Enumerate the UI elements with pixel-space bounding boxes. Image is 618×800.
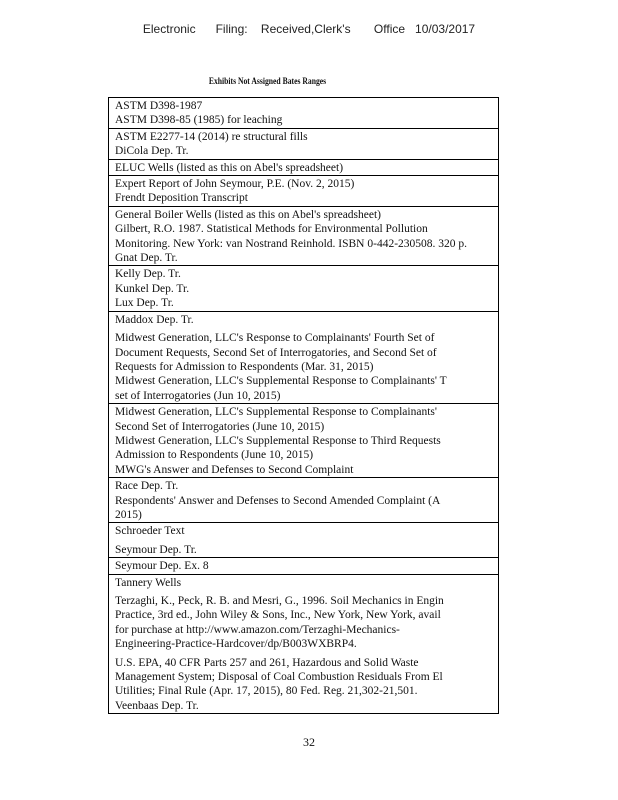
- exhibit-entry: Document Requests, Second Set of Interrogatories, and Second Set of: [115, 346, 437, 359]
- table-row: [109, 311, 498, 403]
- table-row: [109, 206, 498, 266]
- exhibit-entry: Kelly Dep. Tr.: [115, 268, 181, 281]
- exhibit-entry: Gnat Dep. Tr.: [115, 252, 178, 265]
- exhibit-entry: ASTM E2277-14 (2014) re structural fills: [115, 130, 308, 143]
- exhibit-entry: Terzaghi, K., Peck, R. B. and Mesri, G., 1996. Soil Mechanics in Engin: [115, 595, 444, 607]
- table-row: [109, 477, 498, 522]
- table-row: [109, 522, 498, 557]
- table-row: [109, 175, 498, 206]
- exhibit-entry: Kunkel Dep. Tr.: [115, 282, 190, 295]
- exhibit-entry: Race Dep. Tr.: [115, 480, 179, 493]
- exhibit-entry: Midwest Generation, LLC's Supplemental Response to Third Requests: [115, 434, 441, 447]
- exhibits-title: Exhibits Not Assigned Bates Ranges: [208, 76, 327, 86]
- filing-header: Electronic Filing: Received,Clerk's Office 10/03/2017: [142, 22, 476, 36]
- table-row: [109, 97, 498, 128]
- table-row: [109, 574, 498, 715]
- exhibit-entry: Expert Report of John Seymour, P.E. (Nov. 2, 2015): [115, 178, 355, 191]
- table-row: [109, 159, 498, 175]
- exhibit-entry: ELUC Wells (listed as this on Abel's spreadsheet): [115, 161, 344, 174]
- exhibit-entry: Frendt Deposition Transcript: [115, 192, 248, 205]
- exhibit-entry: Management System; Disposal of Coal Combustion Residuals From El: [115, 671, 443, 684]
- exhibit-entry: U.S. EPA, 40 CFR Parts 257 and 261, Hazardous and Solid Waste: [115, 656, 419, 669]
- exhibit-entry: ASTM D398-1987: [115, 100, 203, 112]
- exhibit-entry: Schroeder Text: [115, 525, 185, 538]
- table-row: [109, 403, 498, 477]
- exhibit-entry: Gilbert, R.O. 1987. Statistical Methods for Environmental Pollution: [115, 223, 428, 236]
- exhibit-entry: MWG's Answer and Defenses to Second Complaint: [115, 463, 354, 476]
- exhibit-entry: Midwest Generation, LLC's Response to Complainants' Fourth Set of: [115, 332, 435, 345]
- exhibit-entry: Maddox Dep. Tr.: [115, 313, 194, 326]
- exhibit-entry: 2015): [115, 508, 142, 521]
- exhibit-entry: Respondents' Answer and Defenses to Second Amended Complaint (A: [115, 494, 441, 507]
- page-number: 32: [303, 735, 315, 749]
- exhibit-entry: for purchase at http://www.amazon.com/Terzaghi-Mechanics-: [115, 623, 400, 636]
- exhibit-entry: Seymour Dep. Ex. 8: [115, 560, 209, 573]
- table-row: [109, 265, 498, 310]
- table-row: [109, 128, 498, 159]
- exhibit-entry: ASTM D398-85 (1985) for leaching: [115, 114, 283, 127]
- exhibit-entry: Lux Dep. Tr.: [115, 297, 174, 310]
- exhibit-entry: Seymour Dep. Tr.: [115, 543, 197, 556]
- exhibit-entry: Midwest Generation, LLC's Supplemental Response to Complainants': [115, 406, 437, 419]
- exhibit-entry: Tannery Wells: [115, 576, 182, 589]
- exhibit-entry: Engineering-Practice-Hardcover/dp/B003WXBRP4.: [115, 638, 357, 651]
- table-row: [109, 557, 498, 573]
- exhibit-entry: General Boiler Wells (listed as this on Abel's spreadsheet): [115, 208, 382, 221]
- exhibit-entry: Midwest Generation, LLC's Supplemental Response to Complainants' T: [115, 375, 447, 388]
- exhibit-entry: DiCola Dep. Tr.: [115, 145, 189, 158]
- exhibit-entry: set of Interrogatories (Jun 10, 2015): [115, 389, 281, 402]
- exhibit-entry: Admission to Respondents (June 10, 2015): [115, 449, 314, 462]
- exhibit-entry: Practice, 3rd ed., John Wiley & Sons, Inc., New York, New York, avail: [115, 609, 441, 622]
- exhibit-entry: Requests for Admission to Respondents (Mar. 31, 2015): [115, 360, 374, 373]
- exhibits-table: [108, 97, 499, 714]
- exhibit-entry: Veenbaas Dep. Tr.: [115, 699, 199, 712]
- exhibit-entry: Second Set of Interrogatories (June 10, 2015): [115, 420, 325, 433]
- exhibit-entry: Utilities; Final Rule (Apr. 17, 2015), 80 Fed. Reg. 21,302-21,501.: [115, 685, 418, 698]
- exhibit-entry: Monitoring. New York: van Nostrand Reinhold. ISBN 0-442-230508. 320 p.: [115, 237, 468, 250]
